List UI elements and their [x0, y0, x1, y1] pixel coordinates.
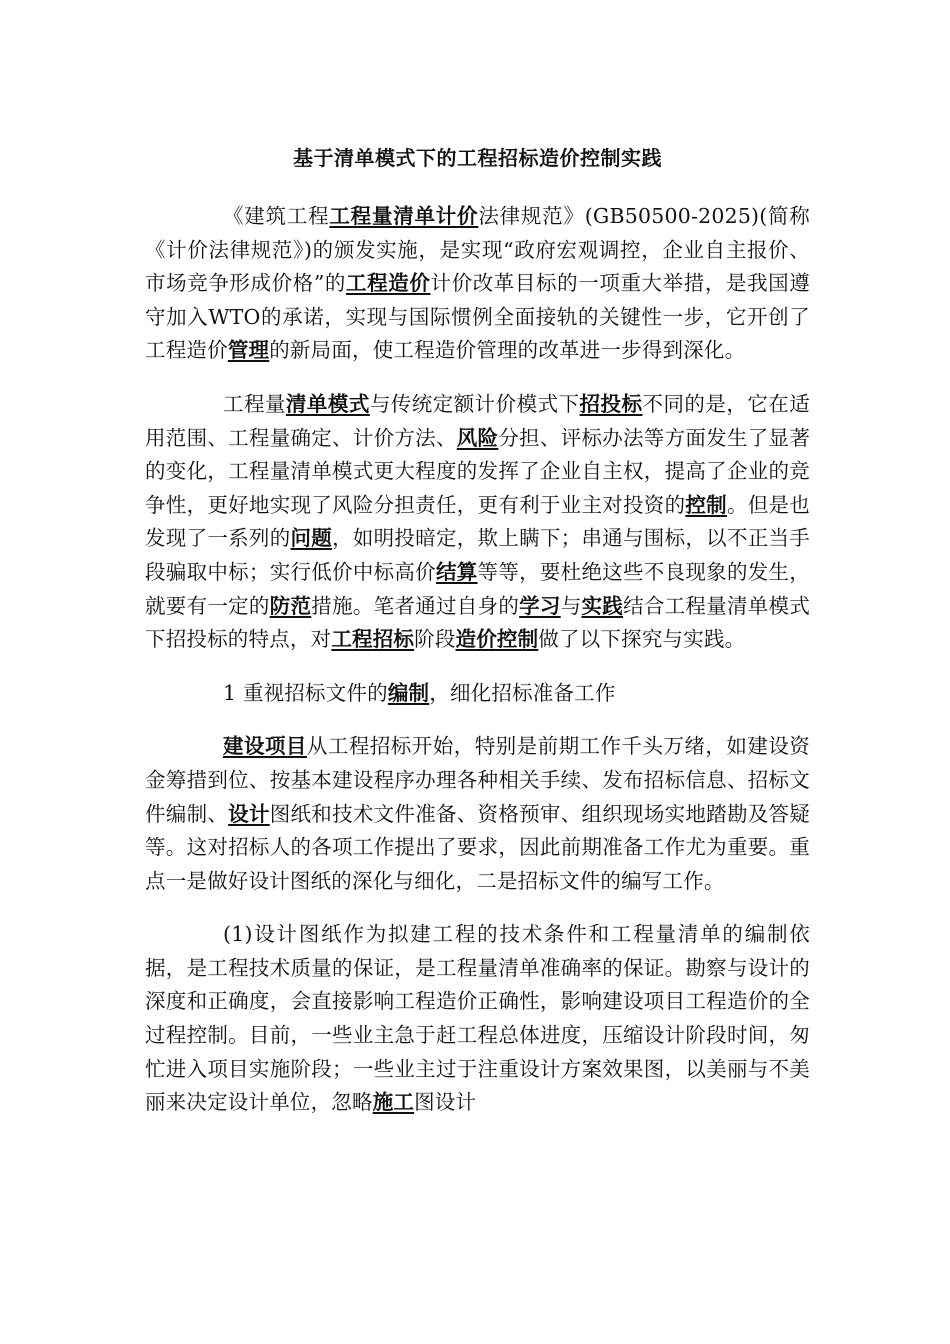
keyword-link[interactable]: 控制 — [685, 492, 727, 517]
paragraph-text: 分担、评标办法等方面发生了显著的变化，工程量清单模式更大程度的发挥了企业自主权，提高了企业的竞争性，更好地实现了风险分担责任，更有利于业主对投资的 — [145, 425, 811, 517]
keyword-link[interactable]: 工程量清单计价 — [329, 204, 479, 228]
paragraph-text: 图设计 — [414, 1090, 477, 1115]
paragraph-text: 法律规范》(GB50500-2025)(简称《计价法律规范》)的颁发实施，是实现“政府宏观调控，企业自主报价、市场竞争形成价格”的 — [145, 204, 811, 296]
body-paragraph — [145, 918, 810, 1120]
paragraph-text: 。但是也发现了一系列的 — [145, 492, 811, 551]
paragraph-text: 与传统定额计价模式下 — [369, 391, 580, 416]
document-page — [145, 140, 810, 1140]
body-paragraph — [145, 200, 810, 368]
paragraph-text: ，细化招标准备工作 — [429, 680, 616, 705]
keyword-link[interactable]: 招投标 — [579, 391, 643, 416]
keyword-link[interactable]: 工程招标 — [331, 627, 415, 652]
paragraph-text: 结合工程量清单模式下招投标的特点，对 — [145, 593, 811, 652]
keyword-link[interactable]: 工程造价 — [346, 271, 431, 296]
paragraph-text: 《建筑工程 — [223, 204, 330, 228]
paragraph-text: ，如明投暗定，欺上瞒下；串通与围标，以不正当手段骗取中标；实行低价中标高价 — [145, 526, 810, 584]
keyword-link[interactable]: 设计 — [228, 801, 270, 826]
paragraph-text: 图纸和技术文件准备、资格预审、组织现场实地踏勘及答疑等。这对招标人的各项工作提出了要求，因此前期准备工作尤为重要。重点一是做好设计图纸的深化与细化，二是招标文件的编写工作。 — [145, 801, 810, 893]
paragraph-text: 措施。笔者通过自身的 — [311, 593, 520, 618]
paragraph-text: 的新局面，使工程造价管理的改革进一步得到深化。 — [269, 338, 746, 363]
keyword-link[interactable]: 管理 — [227, 338, 270, 363]
paragraph-text: 工程量 — [223, 391, 286, 416]
paragraph-text: 计价改革目标的一项重大举措，是我国遵守加入WTO的承诺，实现与国际惯例全面接轨的关键性一步，它开创了工程造价 — [145, 271, 810, 363]
keyword-link[interactable]: 建设项目 — [223, 734, 307, 759]
paragraph-text: 1 重视招标文件的 — [223, 680, 388, 705]
keyword-link[interactable]: 学习 — [519, 593, 561, 618]
keyword-link[interactable]: 实践 — [581, 593, 624, 618]
keyword-link[interactable]: 防范 — [269, 593, 312, 618]
keyword-link[interactable]: 风险 — [456, 425, 499, 450]
keyword-link[interactable]: 编制 — [387, 680, 430, 705]
document-title: 基于清单模式下的工程招标造价控制实践 — [293, 146, 662, 170]
paragraph-text: 不同的是，它在适用范围、工程量确定、计价方法、 — [145, 391, 810, 450]
paragraph-text: 做了以下探究与实践。 — [538, 627, 746, 652]
paragraph-text: 与 — [560, 593, 582, 618]
paragraph-text: 从工程招标开始，特别是前期工作千头万绪，如建设资金筹措到位、按基本建设程序办理各种相关手续、发布招标信息、招标文件编制、 — [145, 734, 810, 826]
keyword-link[interactable]: 施工 — [372, 1090, 415, 1115]
keyword-link[interactable]: 问题 — [290, 526, 333, 551]
keyword-link[interactable]: 结算 — [435, 559, 478, 584]
section-heading — [145, 677, 810, 711]
paragraph-text: 等等，要杜绝这些不良现象的发生，就要有一定的 — [145, 559, 810, 618]
body-paragraph — [145, 388, 810, 657]
body-paragraph — [145, 730, 810, 898]
paragraph-text: 阶段 — [414, 627, 456, 652]
keyword-link[interactable]: 清单模式 — [285, 391, 370, 416]
paragraph-text: (1)设计图纸作为拟建工程的技术条件和工程量清单的编制依据，是工程技术质量的保证，是工程量清单准确率的保证。勘察与设计的深度和正确度，会直接影响工程造价正确性，影响建设项目工程造价的全过程控制。目前，一些业主急于赶工程总体进度，压缩设计阶段时间，匆忙进入项目实施阶段；一些业主过于注重设计方案效果图，以美丽与不美丽来决定设计单位，忽略 — [145, 922, 810, 1115]
document-body — [145, 200, 810, 1120]
keyword-link[interactable]: 造价控制 — [455, 627, 539, 652]
